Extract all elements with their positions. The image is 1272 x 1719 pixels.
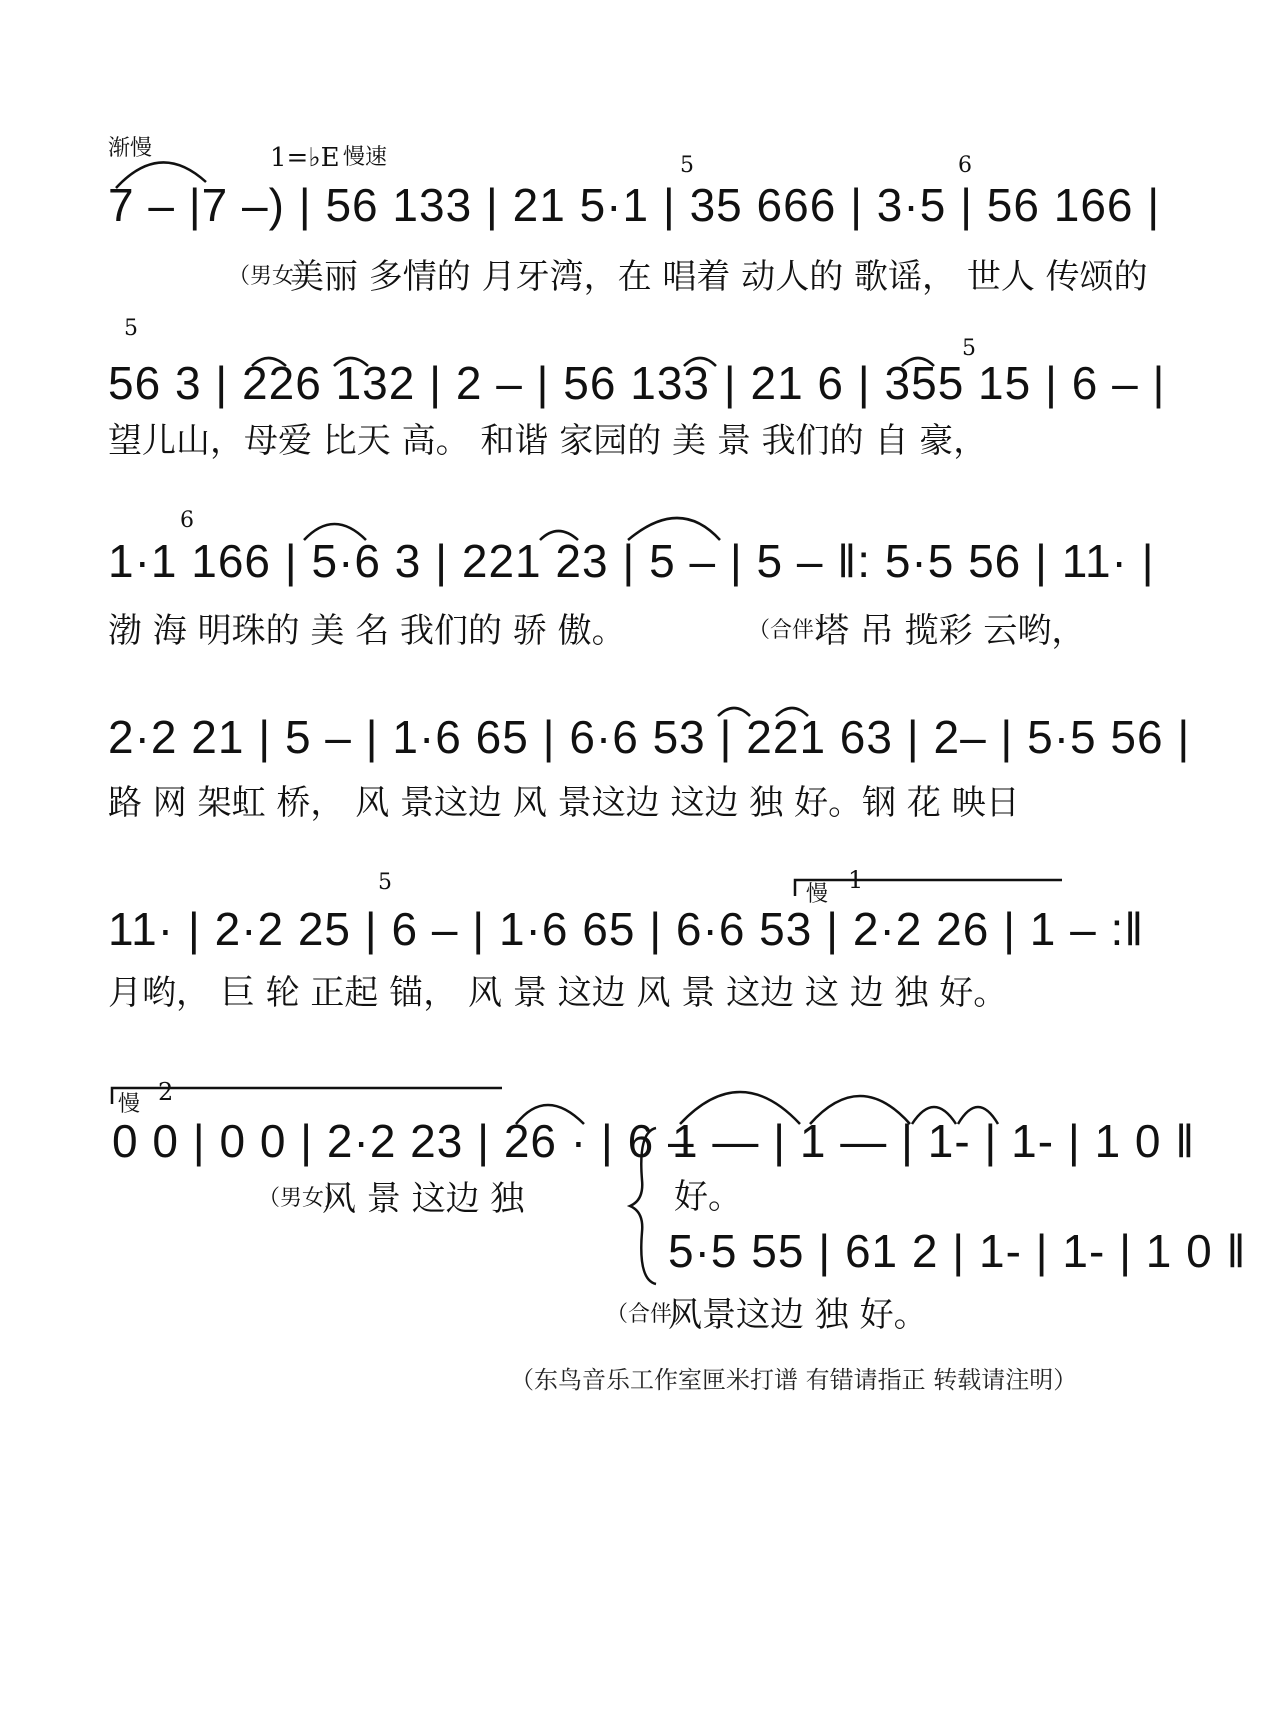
- grace-note: 6: [958, 153, 972, 178]
- volta-1-bracket: [795, 880, 1062, 896]
- score-row-3-notes: 1·1 166 | 5·6 3 | 221 23 | 5 – | 5 – ‖: 5·5 56 | 11· |: [108, 535, 1155, 587]
- ending-upper-lyrics: 好。: [674, 1177, 742, 1217]
- score-row-4-lyrics: 路 网 架虹 桥， 风 景这边 风 景这边 这边 独 好。钢 花 映日: [108, 783, 1020, 823]
- score-row-3-chorus-lyrics: 塔 吊 揽彩 云哟，: [815, 611, 1086, 651]
- tempo-rit-label: 渐慢: [108, 136, 153, 161]
- tempo-label: 慢速: [343, 145, 388, 170]
- grace-note: 5: [962, 336, 976, 361]
- lyric-role-label: （男女）: [258, 1186, 347, 1211]
- score-row-2-lyrics: 望儿山，母爱 比天 高。 和谐 家园的 美 景 我们的 自 豪，: [108, 421, 988, 461]
- ending-lower-lyrics: 风景这边 独 好。: [668, 1295, 928, 1335]
- ending-notes: 0 0 | 0 0 | 2·2 23 | 26 · | 6 –: [112, 1115, 695, 1167]
- score-row-3-lyrics: 渤 海 明珠的 美 名 我们的 骄 傲。: [108, 611, 626, 651]
- score-row-5-notes: 11· | 2·2 25 | 6 – | 1·6 65 | 6·6 53 | 2·2 26 | 1 – :‖: [108, 903, 1145, 955]
- credit-note: （东鸟音乐工作室匣米打谱 有错请指正 转载请注明）: [510, 1366, 1078, 1394]
- score-row-1-lyrics: 美丽 多情的 月牙湾，在 唱着 动人的 歌谣， 世人 传颂的: [290, 257, 1148, 297]
- tempo-slow-mark: 慢: [118, 1092, 141, 1117]
- ending-lyrics: 风 景 这边 独: [322, 1179, 525, 1219]
- score-row-4-notes: 2·2 21 | 5 – | 1·6 65 | 6·6 53 | 221 63 | 2– | 5·5 56 |: [108, 711, 1191, 763]
- lyric-role-label: （男女）: [228, 264, 317, 289]
- tempo-slow-mark: 慢: [806, 882, 829, 907]
- ending-lower-notes: 5·5 55 | 61 2 | 1- | 1- | 1 0 ‖: [668, 1225, 1247, 1277]
- lyric-role-label: （合伴）: [606, 1302, 695, 1327]
- volta-1-label: 1: [848, 866, 864, 894]
- grace-note: 5: [680, 153, 694, 178]
- key-signature: 1=♭E: [270, 143, 340, 173]
- grace-note: 6: [180, 508, 194, 533]
- score-row-5-lyrics: 月哟， 巨 轮 正起 锚， 风 景 这边 风 景 这边 这 边 独 好。: [108, 973, 1008, 1013]
- score-row-2-notes: 56 3 | 226 132 | 2 – | 56 133 | 21 6 | 355 15 | 6 – |: [108, 357, 1166, 409]
- ending-upper-notes: 1 — | 1 — | 1- | 1- | 1 0 ‖: [672, 1115, 1196, 1167]
- lyric-role-label: （合伴）: [748, 618, 837, 643]
- score-row-1-notes: 7 – |7 –) | 56 133 | 21 5·1 | 35 666 | 3·5 | 56 166 |: [108, 179, 1161, 231]
- volta-2-label: 2: [158, 1078, 174, 1106]
- grace-note: 5: [124, 316, 138, 341]
- grace-note: 5: [378, 870, 392, 895]
